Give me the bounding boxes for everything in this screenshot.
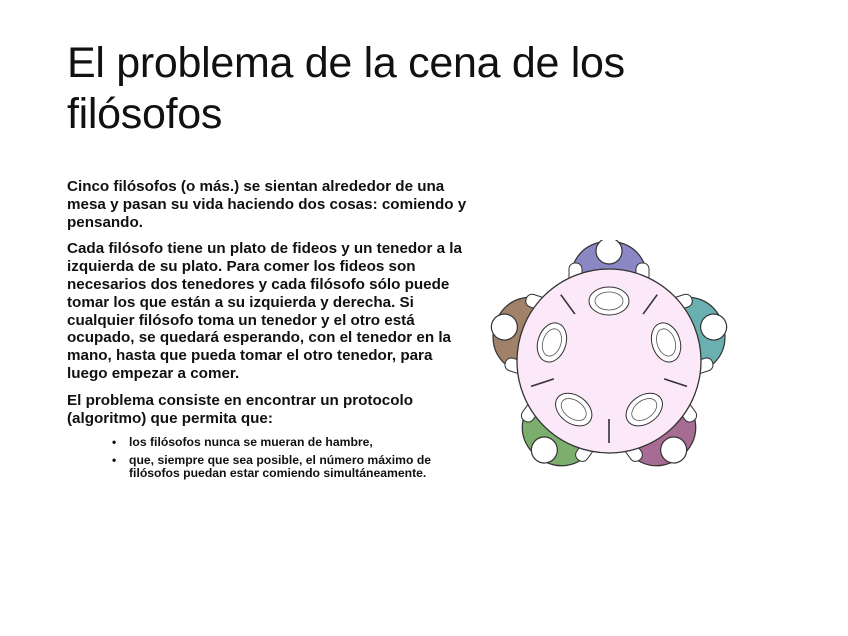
bullet-item <box>112 435 459 450</box>
bullet-list <box>67 436 472 481</box>
paragraph-intro: Cinco filósofos (o más.) se sientan alrededor de una mesa y pasan su vida haciendo dos cosas: comiendo y pensando. <box>67 178 467 231</box>
philosopher-head <box>596 240 622 264</box>
paragraph-problem: El problema consiste en encontrar un protocolo (algoritmo) que permita que: <box>67 391 413 427</box>
slide-body <box>67 178 472 485</box>
bullet-item <box>112 452 459 481</box>
bullet-text: que, siempre que sea posible, el número máximo de filósofos puedan estar comiendo simultáneamente. <box>129 452 432 481</box>
dining-philosophers-illustration <box>478 240 740 502</box>
plate <box>589 287 629 315</box>
slide-title: El problema de la cena de los filósofos <box>67 39 625 138</box>
bullet-icon: • <box>112 435 117 450</box>
paragraph-rules: Cada filósofo tiene un plato de fideos y un tenedor a la izquierda de su plato. Para comer los fideos son necesarios dos tenedores y cada filósofo sólo puede tomar los que están a su izquierda y derecha. Si cualquier filósofo toma un tenedor y el otro está ocupado, se quedará esperando, con el tenedor en la mano, hasta que pueda tomar el otro tenedor, para luego empezar a comer. <box>67 240 462 382</box>
bullet-icon: • <box>112 452 117 467</box>
bullet-text: los filósofos nunca se mueran de hambre, <box>129 435 373 450</box>
